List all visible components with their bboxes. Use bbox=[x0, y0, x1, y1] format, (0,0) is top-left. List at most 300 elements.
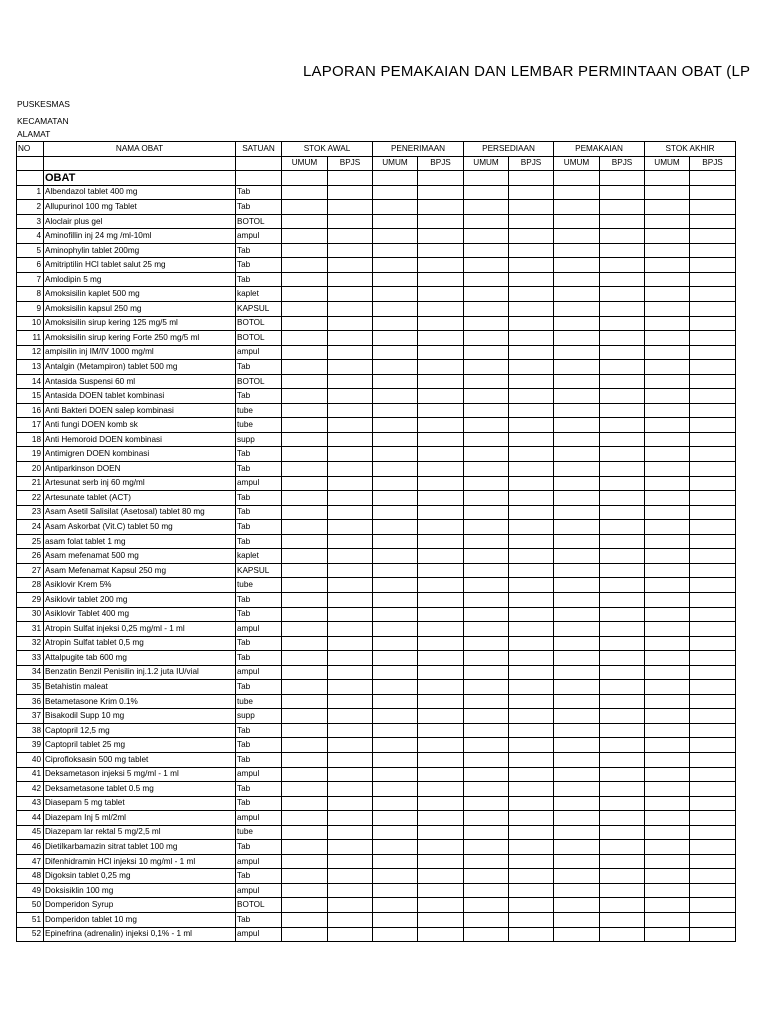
quantity-cell[interactable] bbox=[282, 447, 328, 462]
quantity-cell[interactable] bbox=[464, 869, 509, 884]
quantity-cell[interactable] bbox=[328, 709, 373, 724]
quantity-cell[interactable] bbox=[328, 767, 373, 782]
quantity-cell[interactable] bbox=[645, 476, 690, 491]
quantity-cell[interactable] bbox=[645, 723, 690, 738]
quantity-cell[interactable] bbox=[645, 374, 690, 389]
quantity-cell[interactable] bbox=[373, 200, 418, 215]
quantity-cell[interactable] bbox=[464, 738, 509, 753]
quantity-cell[interactable] bbox=[690, 200, 736, 215]
quantity-cell[interactable] bbox=[690, 825, 736, 840]
quantity-cell[interactable] bbox=[418, 709, 464, 724]
quantity-cell[interactable] bbox=[509, 345, 554, 360]
quantity-cell[interactable] bbox=[373, 840, 418, 855]
quantity-cell[interactable] bbox=[418, 418, 464, 433]
quantity-cell[interactable] bbox=[600, 403, 645, 418]
quantity-cell[interactable] bbox=[690, 796, 736, 811]
quantity-cell[interactable] bbox=[464, 796, 509, 811]
quantity-cell[interactable] bbox=[373, 578, 418, 593]
quantity-cell[interactable] bbox=[464, 214, 509, 229]
quantity-cell[interactable] bbox=[509, 927, 554, 942]
quantity-cell[interactable] bbox=[328, 432, 373, 447]
quantity-cell[interactable] bbox=[282, 229, 328, 244]
quantity-cell[interactable] bbox=[645, 782, 690, 797]
quantity-cell[interactable] bbox=[464, 752, 509, 767]
quantity-cell[interactable] bbox=[418, 505, 464, 520]
quantity-cell[interactable] bbox=[509, 389, 554, 404]
quantity-cell[interactable] bbox=[509, 854, 554, 869]
quantity-cell[interactable] bbox=[600, 782, 645, 797]
quantity-cell[interactable] bbox=[645, 331, 690, 346]
quantity-cell[interactable] bbox=[282, 782, 328, 797]
quantity-cell[interactable] bbox=[645, 505, 690, 520]
quantity-cell[interactable] bbox=[645, 796, 690, 811]
quantity-cell[interactable] bbox=[328, 927, 373, 942]
quantity-cell[interactable] bbox=[600, 374, 645, 389]
quantity-cell[interactable] bbox=[600, 345, 645, 360]
quantity-cell[interactable] bbox=[509, 316, 554, 331]
quantity-cell[interactable] bbox=[645, 345, 690, 360]
quantity-cell[interactable] bbox=[554, 360, 600, 375]
quantity-cell[interactable] bbox=[328, 287, 373, 302]
quantity-cell[interactable] bbox=[282, 869, 328, 884]
quantity-cell[interactable] bbox=[418, 782, 464, 797]
quantity-cell[interactable] bbox=[418, 592, 464, 607]
quantity-cell[interactable] bbox=[554, 767, 600, 782]
quantity-cell[interactable] bbox=[554, 927, 600, 942]
quantity-cell[interactable] bbox=[645, 432, 690, 447]
quantity-cell[interactable] bbox=[328, 229, 373, 244]
quantity-cell[interactable] bbox=[282, 825, 328, 840]
quantity-cell[interactable] bbox=[690, 723, 736, 738]
quantity-cell[interactable] bbox=[600, 622, 645, 637]
quantity-cell[interactable] bbox=[600, 680, 645, 695]
quantity-cell[interactable] bbox=[645, 680, 690, 695]
quantity-cell[interactable] bbox=[600, 912, 645, 927]
quantity-cell[interactable] bbox=[373, 738, 418, 753]
quantity-cell[interactable] bbox=[328, 549, 373, 564]
quantity-cell[interactable] bbox=[373, 883, 418, 898]
quantity-cell[interactable] bbox=[418, 622, 464, 637]
quantity-cell[interactable] bbox=[509, 200, 554, 215]
quantity-cell[interactable] bbox=[328, 752, 373, 767]
quantity-cell[interactable] bbox=[645, 243, 690, 258]
quantity-cell[interactable] bbox=[328, 491, 373, 506]
quantity-cell[interactable] bbox=[328, 389, 373, 404]
quantity-cell[interactable] bbox=[464, 709, 509, 724]
quantity-cell[interactable] bbox=[418, 694, 464, 709]
quantity-cell[interactable] bbox=[645, 403, 690, 418]
quantity-cell[interactable] bbox=[373, 287, 418, 302]
quantity-cell[interactable] bbox=[373, 607, 418, 622]
quantity-cell[interactable] bbox=[554, 912, 600, 927]
quantity-cell[interactable] bbox=[600, 665, 645, 680]
quantity-cell[interactable] bbox=[418, 389, 464, 404]
quantity-cell[interactable] bbox=[282, 607, 328, 622]
quantity-cell[interactable] bbox=[690, 476, 736, 491]
quantity-cell[interactable] bbox=[282, 374, 328, 389]
quantity-cell[interactable] bbox=[554, 811, 600, 826]
quantity-cell[interactable] bbox=[282, 345, 328, 360]
quantity-cell[interactable] bbox=[464, 680, 509, 695]
quantity-cell[interactable] bbox=[554, 869, 600, 884]
quantity-cell[interactable] bbox=[509, 636, 554, 651]
quantity-cell[interactable] bbox=[645, 302, 690, 317]
quantity-cell[interactable] bbox=[282, 505, 328, 520]
quantity-cell[interactable] bbox=[328, 607, 373, 622]
quantity-cell[interactable] bbox=[509, 272, 554, 287]
quantity-cell[interactable] bbox=[373, 214, 418, 229]
quantity-cell[interactable] bbox=[373, 389, 418, 404]
quantity-cell[interactable] bbox=[554, 883, 600, 898]
quantity-cell[interactable] bbox=[645, 520, 690, 535]
quantity-cell[interactable] bbox=[328, 738, 373, 753]
quantity-cell[interactable] bbox=[373, 302, 418, 317]
quantity-cell[interactable] bbox=[464, 389, 509, 404]
quantity-cell[interactable] bbox=[464, 287, 509, 302]
quantity-cell[interactable] bbox=[509, 607, 554, 622]
quantity-cell[interactable] bbox=[282, 403, 328, 418]
quantity-cell[interactable] bbox=[600, 767, 645, 782]
quantity-cell[interactable] bbox=[690, 622, 736, 637]
quantity-cell[interactable] bbox=[328, 476, 373, 491]
quantity-cell[interactable] bbox=[373, 243, 418, 258]
quantity-cell[interactable] bbox=[645, 709, 690, 724]
quantity-cell[interactable] bbox=[554, 607, 600, 622]
quantity-cell[interactable] bbox=[418, 607, 464, 622]
quantity-cell[interactable] bbox=[418, 927, 464, 942]
quantity-cell[interactable] bbox=[554, 491, 600, 506]
quantity-cell[interactable] bbox=[418, 345, 464, 360]
quantity-cell[interactable] bbox=[509, 374, 554, 389]
quantity-cell[interactable] bbox=[509, 229, 554, 244]
quantity-cell[interactable] bbox=[509, 418, 554, 433]
quantity-cell[interactable] bbox=[373, 854, 418, 869]
quantity-cell[interactable] bbox=[690, 432, 736, 447]
quantity-cell[interactable] bbox=[464, 651, 509, 666]
quantity-cell[interactable] bbox=[600, 200, 645, 215]
quantity-cell[interactable] bbox=[373, 432, 418, 447]
quantity-cell[interactable] bbox=[554, 316, 600, 331]
quantity-cell[interactable] bbox=[690, 636, 736, 651]
quantity-cell[interactable] bbox=[464, 883, 509, 898]
quantity-cell[interactable] bbox=[464, 840, 509, 855]
quantity-cell[interactable] bbox=[282, 272, 328, 287]
quantity-cell[interactable] bbox=[282, 912, 328, 927]
quantity-cell[interactable] bbox=[373, 505, 418, 520]
quantity-cell[interactable] bbox=[373, 665, 418, 680]
quantity-cell[interactable] bbox=[282, 287, 328, 302]
quantity-cell[interactable] bbox=[373, 491, 418, 506]
quantity-cell[interactable] bbox=[600, 476, 645, 491]
quantity-cell[interactable] bbox=[509, 622, 554, 637]
quantity-cell[interactable] bbox=[645, 869, 690, 884]
quantity-cell[interactable] bbox=[282, 331, 328, 346]
quantity-cell[interactable] bbox=[328, 243, 373, 258]
quantity-cell[interactable] bbox=[282, 883, 328, 898]
quantity-cell[interactable] bbox=[373, 418, 418, 433]
quantity-cell[interactable] bbox=[373, 360, 418, 375]
quantity-cell[interactable] bbox=[464, 491, 509, 506]
quantity-cell[interactable] bbox=[554, 622, 600, 637]
quantity-cell[interactable] bbox=[282, 898, 328, 913]
quantity-cell[interactable] bbox=[373, 651, 418, 666]
quantity-cell[interactable] bbox=[600, 214, 645, 229]
quantity-cell[interactable] bbox=[418, 898, 464, 913]
quantity-cell[interactable] bbox=[690, 752, 736, 767]
quantity-cell[interactable] bbox=[328, 796, 373, 811]
quantity-cell[interactable] bbox=[282, 258, 328, 273]
quantity-cell[interactable] bbox=[509, 505, 554, 520]
quantity-cell[interactable] bbox=[373, 549, 418, 564]
quantity-cell[interactable] bbox=[464, 331, 509, 346]
quantity-cell[interactable] bbox=[464, 447, 509, 462]
quantity-cell[interactable] bbox=[645, 912, 690, 927]
quantity-cell[interactable] bbox=[690, 709, 736, 724]
quantity-cell[interactable] bbox=[328, 840, 373, 855]
quantity-cell[interactable] bbox=[328, 418, 373, 433]
quantity-cell[interactable] bbox=[418, 447, 464, 462]
quantity-cell[interactable] bbox=[328, 825, 373, 840]
quantity-cell[interactable] bbox=[645, 389, 690, 404]
quantity-cell[interactable] bbox=[645, 651, 690, 666]
quantity-cell[interactable] bbox=[554, 825, 600, 840]
quantity-cell[interactable] bbox=[418, 243, 464, 258]
quantity-cell[interactable] bbox=[328, 185, 373, 200]
quantity-cell[interactable] bbox=[554, 374, 600, 389]
quantity-cell[interactable] bbox=[282, 723, 328, 738]
quantity-cell[interactable] bbox=[282, 214, 328, 229]
quantity-cell[interactable] bbox=[690, 592, 736, 607]
quantity-cell[interactable] bbox=[464, 403, 509, 418]
quantity-cell[interactable] bbox=[373, 592, 418, 607]
quantity-cell[interactable] bbox=[373, 447, 418, 462]
quantity-cell[interactable] bbox=[509, 796, 554, 811]
quantity-cell[interactable] bbox=[600, 694, 645, 709]
quantity-cell[interactable] bbox=[645, 883, 690, 898]
quantity-cell[interactable] bbox=[464, 592, 509, 607]
quantity-cell[interactable] bbox=[282, 752, 328, 767]
quantity-cell[interactable] bbox=[645, 622, 690, 637]
quantity-cell[interactable] bbox=[600, 534, 645, 549]
quantity-cell[interactable] bbox=[690, 316, 736, 331]
quantity-cell[interactable] bbox=[509, 665, 554, 680]
quantity-cell[interactable] bbox=[509, 651, 554, 666]
quantity-cell[interactable] bbox=[600, 651, 645, 666]
quantity-cell[interactable] bbox=[690, 854, 736, 869]
quantity-cell[interactable] bbox=[509, 578, 554, 593]
quantity-cell[interactable] bbox=[328, 505, 373, 520]
quantity-cell[interactable] bbox=[282, 563, 328, 578]
quantity-cell[interactable] bbox=[282, 651, 328, 666]
quantity-cell[interactable] bbox=[282, 185, 328, 200]
quantity-cell[interactable] bbox=[509, 287, 554, 302]
quantity-cell[interactable] bbox=[645, 636, 690, 651]
quantity-cell[interactable] bbox=[690, 374, 736, 389]
quantity-cell[interactable] bbox=[328, 258, 373, 273]
quantity-cell[interactable] bbox=[600, 331, 645, 346]
quantity-cell[interactable] bbox=[554, 345, 600, 360]
quantity-cell[interactable] bbox=[600, 796, 645, 811]
quantity-cell[interactable] bbox=[690, 389, 736, 404]
quantity-cell[interactable] bbox=[690, 491, 736, 506]
quantity-cell[interactable] bbox=[282, 200, 328, 215]
quantity-cell[interactable] bbox=[418, 636, 464, 651]
quantity-cell[interactable] bbox=[554, 592, 600, 607]
quantity-cell[interactable] bbox=[328, 622, 373, 637]
quantity-cell[interactable] bbox=[328, 447, 373, 462]
quantity-cell[interactable] bbox=[282, 840, 328, 855]
quantity-cell[interactable] bbox=[464, 302, 509, 317]
quantity-cell[interactable] bbox=[690, 912, 736, 927]
quantity-cell[interactable] bbox=[328, 563, 373, 578]
quantity-cell[interactable] bbox=[690, 782, 736, 797]
quantity-cell[interactable] bbox=[645, 360, 690, 375]
quantity-cell[interactable] bbox=[600, 287, 645, 302]
quantity-cell[interactable] bbox=[373, 694, 418, 709]
quantity-cell[interactable] bbox=[554, 651, 600, 666]
quantity-cell[interactable] bbox=[600, 607, 645, 622]
quantity-cell[interactable] bbox=[418, 869, 464, 884]
quantity-cell[interactable] bbox=[464, 811, 509, 826]
quantity-cell[interactable] bbox=[645, 840, 690, 855]
quantity-cell[interactable] bbox=[373, 898, 418, 913]
quantity-cell[interactable] bbox=[690, 694, 736, 709]
quantity-cell[interactable] bbox=[600, 447, 645, 462]
quantity-cell[interactable] bbox=[509, 752, 554, 767]
quantity-cell[interactable] bbox=[600, 549, 645, 564]
quantity-cell[interactable] bbox=[600, 462, 645, 477]
quantity-cell[interactable] bbox=[509, 912, 554, 927]
quantity-cell[interactable] bbox=[554, 898, 600, 913]
quantity-cell[interactable] bbox=[509, 258, 554, 273]
quantity-cell[interactable] bbox=[600, 229, 645, 244]
quantity-cell[interactable] bbox=[645, 229, 690, 244]
quantity-cell[interactable] bbox=[373, 563, 418, 578]
quantity-cell[interactable] bbox=[645, 854, 690, 869]
quantity-cell[interactable] bbox=[554, 549, 600, 564]
quantity-cell[interactable] bbox=[554, 738, 600, 753]
quantity-cell[interactable] bbox=[464, 272, 509, 287]
quantity-cell[interactable] bbox=[690, 331, 736, 346]
quantity-cell[interactable] bbox=[418, 287, 464, 302]
quantity-cell[interactable] bbox=[328, 854, 373, 869]
quantity-cell[interactable] bbox=[418, 825, 464, 840]
quantity-cell[interactable] bbox=[509, 243, 554, 258]
quantity-cell[interactable] bbox=[328, 912, 373, 927]
quantity-cell[interactable] bbox=[509, 331, 554, 346]
quantity-cell[interactable] bbox=[328, 403, 373, 418]
quantity-cell[interactable] bbox=[509, 767, 554, 782]
quantity-cell[interactable] bbox=[328, 374, 373, 389]
quantity-cell[interactable] bbox=[418, 563, 464, 578]
quantity-cell[interactable] bbox=[690, 680, 736, 695]
quantity-cell[interactable] bbox=[282, 665, 328, 680]
quantity-cell[interactable] bbox=[328, 272, 373, 287]
quantity-cell[interactable] bbox=[464, 563, 509, 578]
quantity-cell[interactable] bbox=[509, 549, 554, 564]
quantity-cell[interactable] bbox=[600, 869, 645, 884]
quantity-cell[interactable] bbox=[690, 505, 736, 520]
quantity-cell[interactable] bbox=[690, 738, 736, 753]
quantity-cell[interactable] bbox=[282, 680, 328, 695]
quantity-cell[interactable] bbox=[418, 578, 464, 593]
quantity-cell[interactable] bbox=[418, 360, 464, 375]
quantity-cell[interactable] bbox=[600, 578, 645, 593]
quantity-cell[interactable] bbox=[600, 563, 645, 578]
quantity-cell[interactable] bbox=[645, 563, 690, 578]
quantity-cell[interactable] bbox=[690, 767, 736, 782]
quantity-cell[interactable] bbox=[373, 723, 418, 738]
quantity-cell[interactable] bbox=[418, 462, 464, 477]
quantity-cell[interactable] bbox=[554, 185, 600, 200]
quantity-cell[interactable] bbox=[600, 883, 645, 898]
quantity-cell[interactable] bbox=[282, 491, 328, 506]
quantity-cell[interactable] bbox=[554, 520, 600, 535]
quantity-cell[interactable] bbox=[554, 534, 600, 549]
quantity-cell[interactable] bbox=[418, 840, 464, 855]
quantity-cell[interactable] bbox=[282, 302, 328, 317]
quantity-cell[interactable] bbox=[373, 782, 418, 797]
quantity-cell[interactable] bbox=[282, 520, 328, 535]
quantity-cell[interactable] bbox=[464, 374, 509, 389]
quantity-cell[interactable] bbox=[690, 287, 736, 302]
quantity-cell[interactable] bbox=[282, 592, 328, 607]
quantity-cell[interactable] bbox=[600, 360, 645, 375]
quantity-cell[interactable] bbox=[509, 360, 554, 375]
quantity-cell[interactable] bbox=[328, 345, 373, 360]
quantity-cell[interactable] bbox=[509, 447, 554, 462]
quantity-cell[interactable] bbox=[554, 389, 600, 404]
quantity-cell[interactable] bbox=[509, 214, 554, 229]
quantity-cell[interactable] bbox=[464, 927, 509, 942]
quantity-cell[interactable] bbox=[328, 883, 373, 898]
quantity-cell[interactable] bbox=[690, 272, 736, 287]
quantity-cell[interactable] bbox=[600, 316, 645, 331]
quantity-cell[interactable] bbox=[645, 738, 690, 753]
quantity-cell[interactable] bbox=[690, 520, 736, 535]
quantity-cell[interactable] bbox=[554, 214, 600, 229]
quantity-cell[interactable] bbox=[373, 680, 418, 695]
quantity-cell[interactable] bbox=[554, 796, 600, 811]
quantity-cell[interactable] bbox=[373, 316, 418, 331]
quantity-cell[interactable] bbox=[328, 520, 373, 535]
quantity-cell[interactable] bbox=[645, 491, 690, 506]
quantity-cell[interactable] bbox=[600, 185, 645, 200]
quantity-cell[interactable] bbox=[282, 636, 328, 651]
quantity-cell[interactable] bbox=[600, 752, 645, 767]
quantity-cell[interactable] bbox=[373, 752, 418, 767]
quantity-cell[interactable] bbox=[509, 476, 554, 491]
quantity-cell[interactable] bbox=[464, 418, 509, 433]
quantity-cell[interactable] bbox=[328, 578, 373, 593]
quantity-cell[interactable] bbox=[464, 854, 509, 869]
quantity-cell[interactable] bbox=[600, 854, 645, 869]
quantity-cell[interactable] bbox=[645, 607, 690, 622]
quantity-cell[interactable] bbox=[509, 694, 554, 709]
quantity-cell[interactable] bbox=[328, 316, 373, 331]
quantity-cell[interactable] bbox=[328, 360, 373, 375]
quantity-cell[interactable] bbox=[282, 767, 328, 782]
quantity-cell[interactable] bbox=[509, 898, 554, 913]
quantity-cell[interactable] bbox=[373, 229, 418, 244]
quantity-cell[interactable] bbox=[373, 796, 418, 811]
quantity-cell[interactable] bbox=[509, 432, 554, 447]
quantity-cell[interactable] bbox=[464, 549, 509, 564]
quantity-cell[interactable] bbox=[328, 694, 373, 709]
quantity-cell[interactable] bbox=[418, 374, 464, 389]
quantity-cell[interactable] bbox=[690, 462, 736, 477]
quantity-cell[interactable] bbox=[600, 898, 645, 913]
